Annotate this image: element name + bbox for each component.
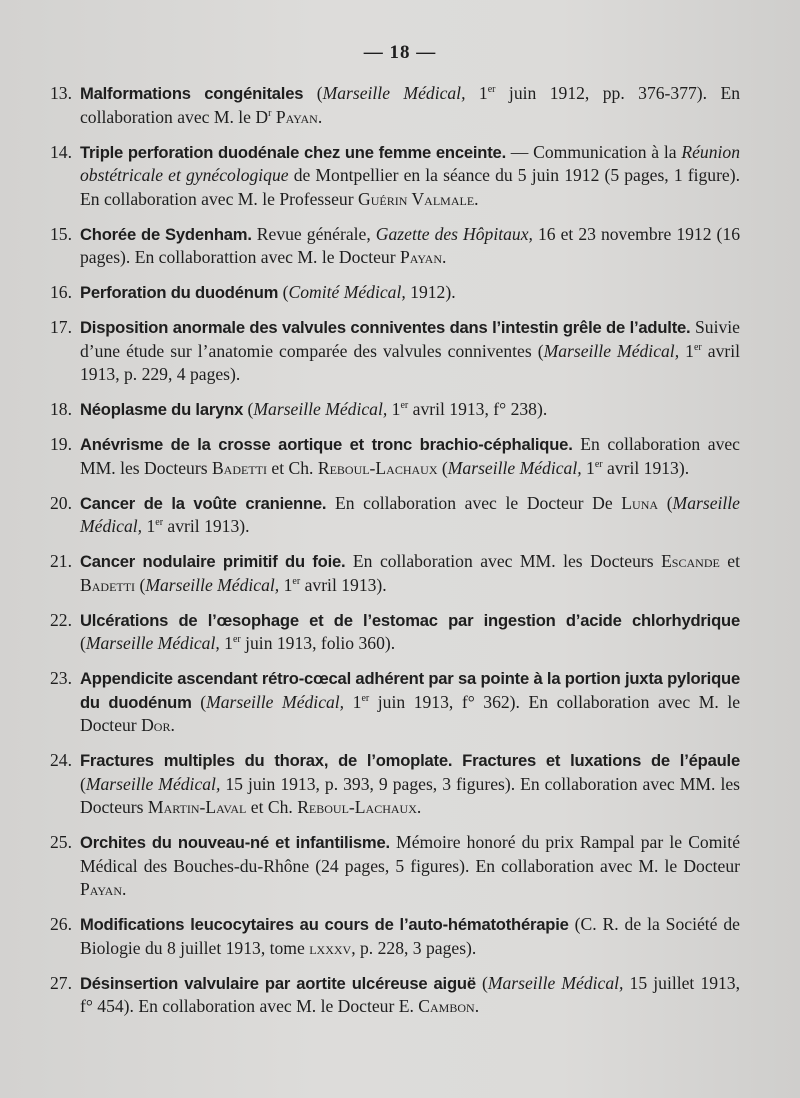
item-text: Disposition anormale des valvules conniventes dans l’intestin grêle de l’adulte. Suivie d’une étude sur l’anatomie comparée des valvules conniventes (Marseille Médical, 1er avril 1913, p. 229, 4 pages). xyxy=(80,317,741,384)
list-item xyxy=(50,141,740,212)
item-number: 15. xyxy=(50,223,72,244)
item-title: Chorée de Sydenham. xyxy=(80,224,252,244)
item-text: Chorée de Sydenham. Revue générale, Gazette des Hôpitaux, 16 et 23 novembre 1912 (16 pages). En collaborattion avec M. le Docteur Payan. xyxy=(80,223,741,267)
item-title: Ulcérations de l’œsophage et de l’estomac par ingestion d’acide chlorhydrique xyxy=(80,610,740,630)
page-number: — 18 — xyxy=(363,42,437,63)
journal-name: Marseille Médical, xyxy=(145,574,280,595)
author-name: Reboul-Lachaux xyxy=(297,797,417,817)
item-number: 27. xyxy=(50,972,72,993)
item-number: 21. xyxy=(50,551,72,571)
list-item xyxy=(50,223,740,270)
item-text: Fractures multiples du thorax, de l’omoplate. Fractures et luxations de l’épaule (Marseille Médical, 15 juin 1913, p. 393, 9 pages, 3 figures). En collaboration avec MM. les Docteurs Martin-Laval et Ch. Reboul-Lachaux. xyxy=(80,751,740,817)
list-item xyxy=(50,667,740,738)
list-item xyxy=(50,972,740,1019)
item-title: Anévrisme de la crosse aortique et tronc brachio-céphalique. xyxy=(80,435,573,454)
journal-name: Marseille Médical, xyxy=(85,633,220,653)
item-number: 22. xyxy=(50,609,72,630)
author-name: Cambon xyxy=(418,996,475,1016)
item-title: Triple perforation duodénale chez une femme enceinte. xyxy=(80,142,506,162)
item-number: 16. xyxy=(50,282,72,302)
list-item xyxy=(50,398,740,422)
item-title: Appendicite ascendant rétro-cœcal adhérent par sa pointe à la portion juxta pylorique du duodénum xyxy=(80,669,740,712)
author-name: Guérin Valmale xyxy=(358,188,475,209)
item-title: Orchites du nouveau-né et infantilisme. xyxy=(80,833,390,852)
item-number: 13. xyxy=(50,83,72,103)
author-name: Martin-Laval xyxy=(147,797,247,817)
list-item xyxy=(50,609,740,656)
volume-number: lxxxv xyxy=(309,937,352,958)
item-title: Modifications leucocytaires au cours de l’auto-hématothérapie xyxy=(80,915,569,934)
list-item xyxy=(50,82,740,129)
item-text: Ulcérations de l’œsophage et de l’estomac par ingestion d’acide chlorhydrique (Marseille Médical, 1er juin 1913, folio 360). xyxy=(80,610,740,653)
item-text: Triple perforation duodénale chez une femme enceinte. — Communication à la Réunion obstétricale et gynécologique de Montpellier en la séance du 5 juin 1912 (5 pages, 1 figure). En collaboration avec M. le Professeur Guérin Valmale. xyxy=(80,141,740,209)
journal-name: Gazette des Hôpitaux, xyxy=(375,223,533,244)
journal-name: Marseille Médical, xyxy=(322,83,466,103)
item-text: Appendicite ascendant rétro-cœcal adhérent par sa pointe à la portion juxta pylorique du duodénum (Marseille Médical, 1er juin 1913, f° 362). En collaboration avec M. le Docteur Dor. xyxy=(80,669,741,735)
list-item xyxy=(50,831,740,902)
item-text: Orchites du nouveau-né et infantilisme. Mémoire honoré du prix Rampal par le Comité Médical des Bouches-du-Rhône (24 pages, 5 figures). En collaboration avec M. le Docteur Payan. xyxy=(80,832,740,899)
item-text: Cancer nodulaire primitif du foie. En collaboration avec MM. les Docteurs Escande et Badetti (Marseille Médical, 1er avril 1913). xyxy=(80,551,740,595)
item-number: 14. xyxy=(50,141,72,162)
author-name: Badetti xyxy=(80,574,136,595)
item-title: Perforation du duodénum xyxy=(80,283,279,302)
author-name: Badetti xyxy=(211,457,267,478)
item-title: Désinsertion valvulaire par aortite ulcéreuse aiguë xyxy=(80,973,476,993)
journal-name: Marseille Médical, xyxy=(487,972,624,993)
author-name: Reboul-Lachaux xyxy=(317,457,438,478)
author-name: Payan xyxy=(80,879,123,899)
item-number: 23. xyxy=(50,668,72,688)
author-name: Escande xyxy=(661,551,720,571)
item-number: 20. xyxy=(50,492,72,513)
item-number: 26. xyxy=(50,914,72,934)
item-text: Malformations congénitales (Marseille Médical, 1er juin 1912, pp. 376-377). En collaboration avec M. le $D^r$ Payan. xyxy=(80,83,741,127)
item-number: 18. xyxy=(50,399,72,419)
item-text: Désinsertion valvulaire par aortite ulcéreuse aiguë (Marseille Médical, 15 juillet 1913, f° 454). En collaboration avec M. le Docteur E. Cambon. xyxy=(80,972,741,1016)
journal-name: Marseille Médical, xyxy=(85,773,221,794)
journal-name: Comité Médical, xyxy=(288,282,406,302)
journal-name: Marseille Médical, xyxy=(447,457,582,478)
author-name: Payan xyxy=(400,247,443,267)
item-title: Cancer nodulaire primitif du foie. xyxy=(80,552,346,571)
author-name: Dor xyxy=(141,715,171,735)
list-item xyxy=(50,913,740,960)
item-title: Cancer de la voûte cranienne. xyxy=(80,493,327,513)
bibliography-list xyxy=(50,82,740,1030)
author-name: Payan xyxy=(271,106,318,127)
item-title: Malformations congénitales xyxy=(80,84,304,103)
list-item xyxy=(50,749,740,820)
list-item xyxy=(50,492,740,539)
journal-name: Marseille Médical, xyxy=(206,691,345,712)
item-text: Cancer de la voûte cranienne. En collaboration avec le Docteur De Luna (Marseille Médical, 1er avril 1913). xyxy=(80,492,740,536)
list-item xyxy=(50,316,740,387)
item-title: Disposition anormale des valvules conniventes dans l’intestin grêle de l’adulte. xyxy=(80,318,691,337)
item-text: Modifications leucocytaires au cours de l’auto-hématothérapie (C. R. de la Société de Biologie du 8 juillet 1913, tome lxxxv, p. 228, 3 pages). xyxy=(80,914,740,958)
journal-name: Réunion obstétricale et gynécologique xyxy=(80,141,740,185)
item-number: 17. xyxy=(50,317,72,337)
item-number: 25. xyxy=(50,832,72,852)
journal-name: Marseille Médical, xyxy=(253,399,388,419)
list-item xyxy=(50,281,740,305)
item-title: Fractures multiples du thorax, de l’omoplate. Fractures et luxations de l’épaule xyxy=(80,751,740,770)
journal-name: Marseille Médical, xyxy=(543,340,680,361)
list-item xyxy=(50,433,740,480)
journal-name: Marseille Médical, xyxy=(80,492,740,536)
author-name: Luna xyxy=(621,492,659,513)
item-title: Néoplasme du larynx xyxy=(80,400,244,419)
item-text: Anévrisme de la crosse aortique et tronc brachio-céphalique. En collaboration avec MM. les Docteurs Badetti et Ch. Reboul-Lachaux (Marseille Médical, 1er avril 1913). xyxy=(80,434,740,478)
item-text: Perforation du duodénum (Comité Médical, 1912). xyxy=(80,282,456,302)
item-number: 24. xyxy=(50,750,72,770)
list-item xyxy=(50,550,740,597)
item-number: 19. xyxy=(50,434,72,454)
item-text: Néoplasme du larynx (Marseille Médical, 1er avril 1913, f° 238). xyxy=(80,399,548,419)
